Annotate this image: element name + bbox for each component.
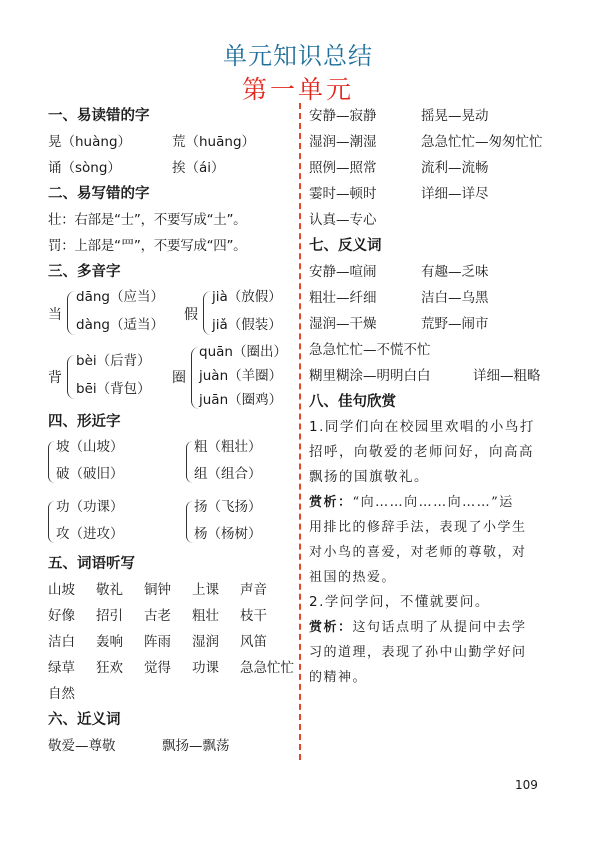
brace-icon xyxy=(67,291,75,335)
polyphone-reading: jiǎ（假装） xyxy=(212,317,282,333)
appreciation-label: 赏析： xyxy=(309,495,353,510)
section-heading: 五、词语听写 xyxy=(48,556,135,572)
polyphone-row xyxy=(48,343,294,415)
synonym-pair: 急急忙忙—匆匆忙忙 xyxy=(421,134,543,150)
antonym-pair: 详细—粗略 xyxy=(473,368,541,384)
word: 急急忙忙 xyxy=(240,660,294,676)
page-title: 单元知识总结 xyxy=(223,42,373,70)
synonym-pair: 摇晃—晃动 xyxy=(421,108,489,124)
synonym-row xyxy=(309,155,555,181)
pinyin-row xyxy=(48,155,294,181)
word: 敬礼 xyxy=(96,582,123,598)
right-column xyxy=(309,103,555,690)
appreciation-text: 这句话点明了从提问中去学 xyxy=(352,620,527,635)
similar-char: 组（组合） xyxy=(194,466,262,482)
polyphone-reading: jià（放假） xyxy=(212,289,282,305)
pinyin-row xyxy=(48,129,294,155)
sentence-line: 飘扬的国旗敬礼。 xyxy=(309,469,429,485)
word: 好像 xyxy=(48,608,75,624)
similar-char: 攻（进攻） xyxy=(56,526,124,542)
synonym-pair: 敬爱—尊敬 xyxy=(48,738,116,754)
brace-icon xyxy=(186,501,193,543)
page-number: 109 xyxy=(515,778,538,792)
word: 招引 xyxy=(96,608,123,624)
polyphone-reading: dàng（适当） xyxy=(76,317,164,333)
appreciation-text: “向……向……向……”运 xyxy=(352,495,514,510)
section-heading: 一、易读错的字 xyxy=(48,108,150,124)
synonym-pair: 认真—专心 xyxy=(309,212,377,228)
antonym-row xyxy=(309,259,555,285)
word: 风笛 xyxy=(240,634,267,650)
polyphone-reading: dāng（应当） xyxy=(76,289,164,305)
word-row xyxy=(48,655,294,681)
left-column xyxy=(48,103,294,759)
polyphone-reading: bēi（背包） xyxy=(76,381,151,397)
appreciation-line: 的精神。 xyxy=(309,670,368,685)
synonym-pair: 详细—详尽 xyxy=(421,186,489,202)
appreciation-label: 赏析： xyxy=(309,620,353,635)
antonym-pair: 安静—喧闹 xyxy=(309,264,377,280)
word-row xyxy=(48,577,294,603)
brace-icon xyxy=(67,355,75,399)
antonym-row xyxy=(309,337,555,363)
brace-icon xyxy=(186,441,193,483)
antonym-pair: 湿润—干燥 xyxy=(309,316,377,332)
synonym-row xyxy=(309,207,555,233)
synonym-pair: 湿润—潮湿 xyxy=(309,134,377,150)
writing-note: 壮：右部是“士”，不要写成“土”。 xyxy=(48,212,247,228)
similar-char: 破（破旧） xyxy=(56,466,124,482)
similar-char: 功（功课） xyxy=(56,499,124,515)
writing-note: 罚：上部是“罒”，不要写成“四”。 xyxy=(48,238,247,254)
column-divider xyxy=(299,103,301,760)
word: 自然 xyxy=(48,686,75,702)
appreciation-2 xyxy=(309,615,555,690)
brace-icon xyxy=(48,501,55,543)
polyphone-reading: juàn（羊圈） xyxy=(199,368,283,384)
polyphone-row xyxy=(48,285,294,343)
word: 声音 xyxy=(240,582,267,598)
word: 古老 xyxy=(144,608,171,624)
word: 功课 xyxy=(192,660,219,676)
appreciation-line: 祖国的热爱。 xyxy=(309,570,397,585)
section-heading: 七、反义词 xyxy=(309,238,382,254)
synonym-pair: 安静—寂静 xyxy=(309,108,377,124)
appreciation-line: 对小鸟的喜爱，对老师的尊敬，对 xyxy=(309,545,527,560)
polyphone-char: 圈 xyxy=(172,370,186,386)
section-heading: 八、佳句欣赏 xyxy=(309,394,396,410)
page-subtitle: 第一单元 xyxy=(241,75,354,104)
brace-icon xyxy=(203,291,211,335)
antonym-pair: 洁白—乌黑 xyxy=(421,290,489,306)
word: 洁白 xyxy=(48,634,75,650)
synonym-row xyxy=(309,181,555,207)
word: 湿润 xyxy=(192,634,219,650)
antonym-pair: 糊里糊涂—明明白白 xyxy=(309,368,431,384)
synonym-row xyxy=(309,103,555,129)
synonym-pair: 照例—照常 xyxy=(309,160,377,176)
antonym-row xyxy=(309,311,555,337)
section-heading: 二、易写错的字 xyxy=(48,186,150,202)
pinyin-item: 荒（huāng） xyxy=(172,134,256,150)
synonym-pair: 飘扬—飘荡 xyxy=(162,738,230,754)
section-heading: 四、形近字 xyxy=(48,414,121,430)
synonym-pair: 流利—流畅 xyxy=(421,160,489,176)
appreciation-line: 用排比的修辞手法，表现了小学生 xyxy=(309,520,527,535)
sentence-line: 1.同学们向在校园里欢唱的小鸟打 xyxy=(309,419,535,435)
word: 轰响 xyxy=(96,634,123,650)
pinyin-item: 挨（ái） xyxy=(172,160,225,176)
sentence-line: 招呼，向敬爱的老师问好，向高高 xyxy=(309,444,534,460)
polyphone-char: 当 xyxy=(48,307,62,323)
similar-char: 粗（粗壮） xyxy=(194,439,262,455)
similar-char-row xyxy=(48,435,294,491)
polyphone-char: 假 xyxy=(184,307,198,323)
polyphone-reading: bèi（后背） xyxy=(76,353,151,369)
synonym-pair: 霎时—顿时 xyxy=(309,186,377,202)
pinyin-item: 诵（sòng） xyxy=(48,160,121,176)
appreciation-1 xyxy=(309,490,555,590)
word: 山坡 xyxy=(48,582,75,598)
similar-char: 坡（山坡） xyxy=(56,439,124,455)
word: 枝干 xyxy=(240,608,267,624)
antonym-pair: 有趣—乏味 xyxy=(421,264,489,280)
word: 铜钟 xyxy=(144,582,171,598)
word-row xyxy=(48,603,294,629)
similar-char: 杨（杨树） xyxy=(194,526,262,542)
antonym-pair: 荒野—闹市 xyxy=(421,316,489,332)
section-heading: 三、多音字 xyxy=(48,264,121,280)
appreciation-line: 习的道理，表现了孙中山勤学好问 xyxy=(309,645,527,660)
word: 觉得 xyxy=(144,660,171,676)
word: 阵雨 xyxy=(144,634,171,650)
sentence-2 xyxy=(309,590,555,615)
word: 粗壮 xyxy=(192,608,219,624)
polyphone-reading: quān（圈出） xyxy=(199,344,287,360)
brace-icon xyxy=(191,347,199,409)
sentence-line: 2.学问学问，不懂就要问。 xyxy=(309,594,490,610)
brace-icon xyxy=(48,441,55,483)
polyphone-char: 背 xyxy=(48,370,62,386)
similar-char: 扬（飞扬） xyxy=(194,499,262,515)
antonym-row xyxy=(309,285,555,311)
polyphone-reading: juān（圈鸡） xyxy=(199,392,283,408)
word-row xyxy=(48,629,294,655)
word: 上课 xyxy=(192,582,219,598)
word: 绿草 xyxy=(48,660,75,676)
sentence-1 xyxy=(309,415,555,490)
synonym-row xyxy=(48,733,294,759)
pinyin-item: 晃（huàng） xyxy=(48,134,132,150)
similar-char-row xyxy=(48,495,294,551)
word-row xyxy=(48,681,294,707)
antonym-pair: 急急忙忙—不慌不忙 xyxy=(309,342,431,358)
word: 狂欢 xyxy=(96,660,123,676)
synonym-row xyxy=(309,129,555,155)
section-heading: 六、近义词 xyxy=(48,712,121,728)
antonym-row xyxy=(309,363,555,389)
antonym-pair: 粗壮—纤细 xyxy=(309,290,377,306)
